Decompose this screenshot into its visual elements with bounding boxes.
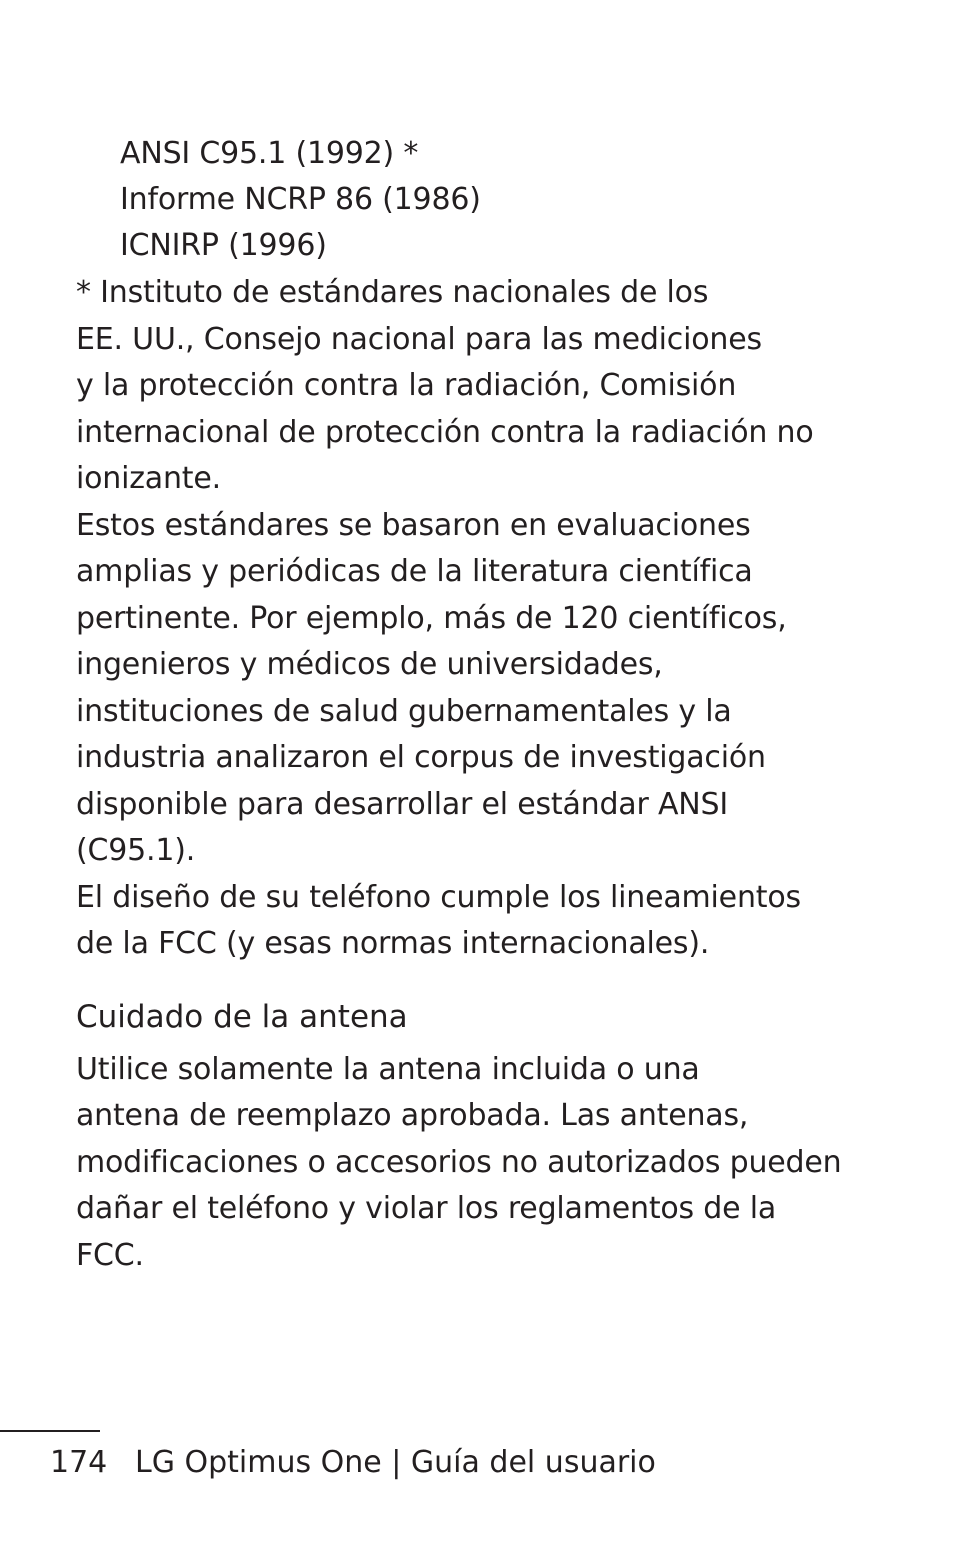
standard-item: Informe NCRP 86 (1986) [120,182,481,217]
section-line: modificaciones o accesorios no autorizados pueden [76,1145,842,1180]
paragraph-line: El diseño de su teléfono cumple los lineamientos [76,880,801,915]
section-line: FCC. [76,1238,144,1273]
footnote-line: ionizante. [76,461,221,496]
standard-item: ANSI C95.1 (1992) * [120,136,419,171]
footnote-line: * Instituto de estándares nacionales de los [76,275,709,310]
paragraph-line: disponible para desarrollar el estándar ANSI [76,787,729,822]
paragraph-line: pertinente. Por ejemplo, más de 120 científicos, [76,601,787,636]
section-line: dañar el teléfono y violar los reglamentos de la [76,1191,777,1226]
paragraph-line: (C95.1). [76,833,196,868]
standard-item: ICNIRP (1996) [120,228,327,263]
footnote-line: EE. UU., Consejo nacional para las mediciones [76,322,762,357]
paragraph-line: amplias y periódicas de la literatura científica [76,554,753,589]
section-heading: Cuidado de la antena [76,999,408,1035]
paragraph-line: ingenieros y médicos de universidades, [76,647,663,682]
footnote-line: internacional de protección contra la radiación no [76,415,814,450]
paragraph-line: instituciones de salud gubernamentales y la [76,694,732,729]
paragraph-line: de la FCC (y esas normas internacionales). [76,926,710,961]
footer-title: LG Optimus One | Guía del usuario [135,1445,656,1480]
paragraph-line: industria analizaron el corpus de investigación [76,740,766,775]
page-number: 174 [50,1445,108,1480]
section-line: Utilice solamente la antena incluida o una [76,1052,700,1087]
footnote-line: y la protección contra la radiación, Comisión [76,368,737,403]
footer-rule [0,1430,100,1432]
section-line: antena de reemplazo aprobada. Las antenas, [76,1098,749,1133]
paragraph-line: Estos estándares se basaron en evaluaciones [76,508,751,543]
